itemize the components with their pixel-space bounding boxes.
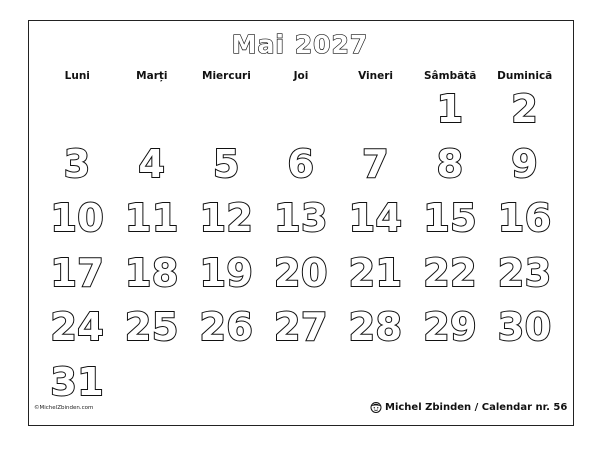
day-cell: 25	[124, 305, 179, 350]
copyright-text: ©MichelZbinden.com	[34, 405, 94, 411]
weekday-header-row	[40, 69, 562, 83]
empty-day-cell	[338, 82, 413, 137]
day-cell: 24	[50, 305, 105, 350]
day-cell: 10	[50, 196, 105, 241]
credit-text: Michel Zbinden / Calendar nr. 56	[385, 401, 568, 413]
day-cell: 17	[50, 250, 105, 295]
day-cell: 14	[348, 196, 403, 241]
day-cell: 2	[511, 87, 539, 132]
face-icon	[370, 401, 382, 413]
day-cell: 7	[362, 141, 390, 186]
day-cell: 4	[138, 141, 166, 186]
day-cell: 9	[511, 141, 539, 186]
day-cell: 8	[436, 141, 464, 186]
day-cell: 5	[212, 141, 240, 186]
day-cell: 23	[497, 250, 552, 295]
day-cell: 19	[199, 250, 254, 295]
weekday-label: Joi	[293, 70, 309, 82]
weekday-label: Duminică	[497, 70, 553, 82]
day-cell: 6	[287, 141, 315, 186]
day-cell: 29	[423, 305, 478, 350]
day-cell: 18	[124, 250, 179, 295]
day-cell: 16	[497, 196, 552, 241]
day-grid	[40, 82, 562, 409]
weekday-label: Marți	[136, 70, 168, 82]
day-cell: 21	[348, 250, 403, 295]
day-cell: 13	[274, 196, 328, 241]
weekday-label: Vineri	[358, 70, 394, 82]
empty-day-cell	[40, 82, 115, 137]
day-cell: 26	[199, 305, 254, 350]
day-cell: 3	[63, 141, 91, 186]
day-cell: 31	[50, 359, 105, 404]
day-cell: 27	[274, 305, 328, 350]
day-cell: 30	[497, 305, 552, 350]
weekday-label: Sâmbătă	[423, 70, 477, 82]
day-cell: 22	[423, 250, 478, 295]
day-cell: 12	[199, 196, 254, 241]
day-cell: 1	[436, 87, 464, 132]
calendar-title: Mai 2027	[231, 30, 369, 59]
day-cell: 28	[348, 305, 403, 350]
empty-day-cell	[189, 82, 264, 137]
day-cell: 20	[274, 250, 328, 295]
weekday-label: Miercuri	[202, 70, 251, 82]
empty-day-cell	[264, 82, 339, 137]
day-cell: 11	[124, 196, 179, 241]
credit-line	[370, 400, 567, 414]
empty-day-cell	[115, 82, 190, 137]
weekday-label: Luni	[64, 70, 90, 82]
day-cell: 15	[423, 196, 478, 241]
